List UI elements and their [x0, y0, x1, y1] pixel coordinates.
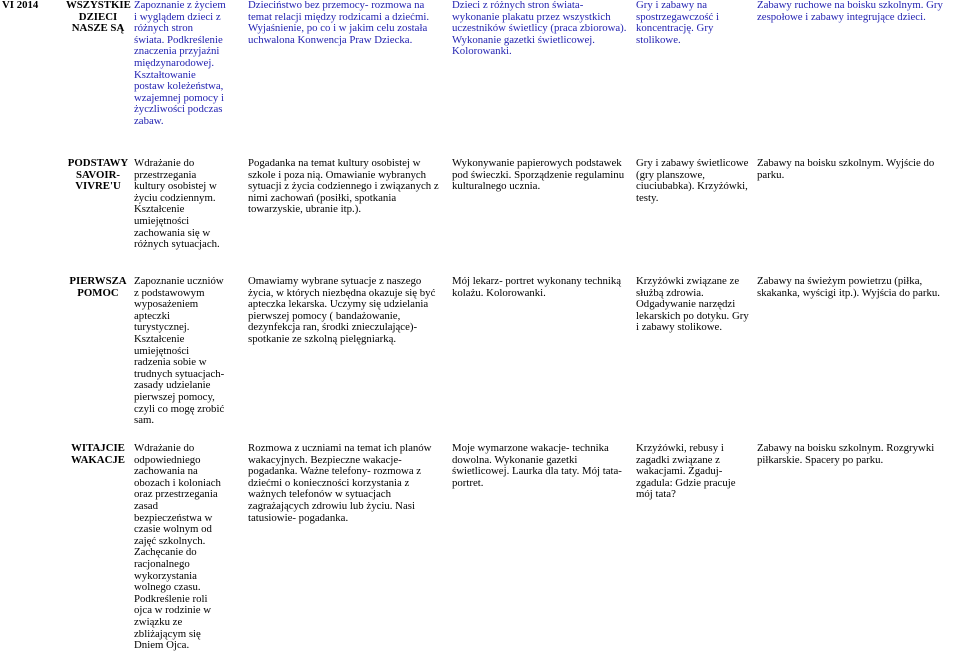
topic-title-3: PIERWSZA POMOC [69, 275, 127, 299]
art-cell-2: Wykonywanie papierowych podstawek pod świeczki. Sporządzenie regulaminu kulturalnego ucznia. [452, 157, 625, 193]
games-cell-1: Gry i zabawy na spostrzegawczość i koncentrację. Gry stolikowe. [636, 0, 720, 46]
art-cell-4: Moje wymarzone wakacje- technika dowolna. Wykonanie gazetki świetlicowej. Laurka dla taty. Mój tata- portret. [452, 442, 622, 489]
topic-title-4: WITAJCIE WAKACJE [71, 442, 125, 466]
games-cell-3: Krzyżówki związane ze służbą zdrowia. Odgadywanie narzędzi lekarskich po dotyku. Gry i zabawy stolikowe. [636, 275, 749, 334]
outdoor-cell-2: Zabawy na boisku szkolnym. Wyjście do parku. [757, 157, 935, 181]
games-cell-2: Gry i zabawy świetlicowe (gry planszowe, ciuciubabka). Krzyżówki, testy. [636, 157, 749, 204]
goals-cell-3: Zapoznanie uczniów z podstawowym wyposażeniem apteczki turystycznej. Kształcenie umiejętności radzenia sobie w trudnych sytuacjach-zasady udzielanie pierwszej pomocy, czyli co mogę zrobić sam. [134, 275, 225, 427]
outdoor-cell-4: Zabawy na boisku szkolnym. Rozgrywki piłkarskie. Spacery po parku. [757, 442, 935, 466]
topic-title-2: PODSTAWY SAVOIR-VIVRE'U [67, 157, 129, 193]
outdoor-cell-1: Zabawy ruchowe na boisku szkolnym. Gry zespołowe i zabawy integrujące dzieci. [757, 0, 943, 23]
methods-cell-3: Omawiamy wybrane sytuacje z naszego życia, w których niezbędna okazuje się być apteczka lekarska. Uczymy się udzielania pierwszej pomocy ( bandażowanie, dezynfekcja ran, środki znieczulające)-spotkanie ze szkolną pielęgniarką. [248, 275, 436, 345]
art-cell-1: Dzieci z różnych stron świata- wykonanie plakatu przez wszystkich uczestników świetlicy (praca zbiorowa). Wykonanie gazetki świetlicowej. Kolorowanki. [452, 0, 627, 58]
methods-cell-1: Dzieciństwo bez przemocy- rozmowa na temat relacji między rodzicami a dziećmi. Wyjaśnienie, po co i w jakim celu została uchwalona Konwencja Praw Dziecka. [248, 0, 430, 46]
goals-cell-1: Zapoznanie z życiem i wyglądem dzieci z różnych stron świata. Podkreślenie znaczenia przyjaźni międzynarodowej. Kształtowanie postaw koleżeństwa, wzajemnej pomocy i życzliwości podczas zabaw. [134, 0, 226, 127]
topic-title-1: WSZYSTKIE DZIECI NASZE SĄ [66, 0, 131, 35]
games-cell-4: Krzyżówki, rebusy i zagadki związane z wakacjami. Zgaduj-zgadula: Gdzie pracuje mój tata? [636, 442, 736, 501]
methods-cell-2: Pogadanka na temat kultury osobistej w szkole i poza nią. Omawianie wybranych sytuacji z życia codziennego i związanych z nimi zachowań (posiłki, spotkania towarzyskie, ubranie itp.). [248, 157, 439, 216]
methods-cell-4: Rozmowa z uczniami na temat ich planów wakacyjnych. Bezpieczne wakacje- pogadanka. Ważne telefony- rozmowa z dziećmi o konieczności korzystania z ważnych telefonów w sytuacjach zagrażających zdrowiu lub życiu. Nasi tatusiowie- pogadanka. [248, 442, 432, 524]
art-cell-3: Mój lekarz- portret wykonany techniką kolażu. Kolorowanki. [452, 275, 622, 299]
goals-cell-2: Wdrażanie do przestrzegania kultury osobistej w życiu codziennym. Kształcenie umiejętności zachowania się w różnych sytuacjach. [134, 157, 220, 251]
month-label: VI 2014 [2, 0, 39, 11]
outdoor-cell-3: Zabawy na świeżym powietrzu (piłka, skakanka, wyścigi itp.). Wyjścia do parku. [757, 275, 940, 299]
goals-cell-4: Wdrażanie do odpowiedniego zachowania na obozach i koloniach oraz przestrzegania zasad bezpieczeństwa w czasie wolnym od zajęć szkolnych. Zachęcanie do racjonalnego wykorzystania wolnego czasu. Podkreślenie roli ojca w rodzinie w związku ze zbliżającym się Dniem Ojca. [134, 442, 221, 652]
